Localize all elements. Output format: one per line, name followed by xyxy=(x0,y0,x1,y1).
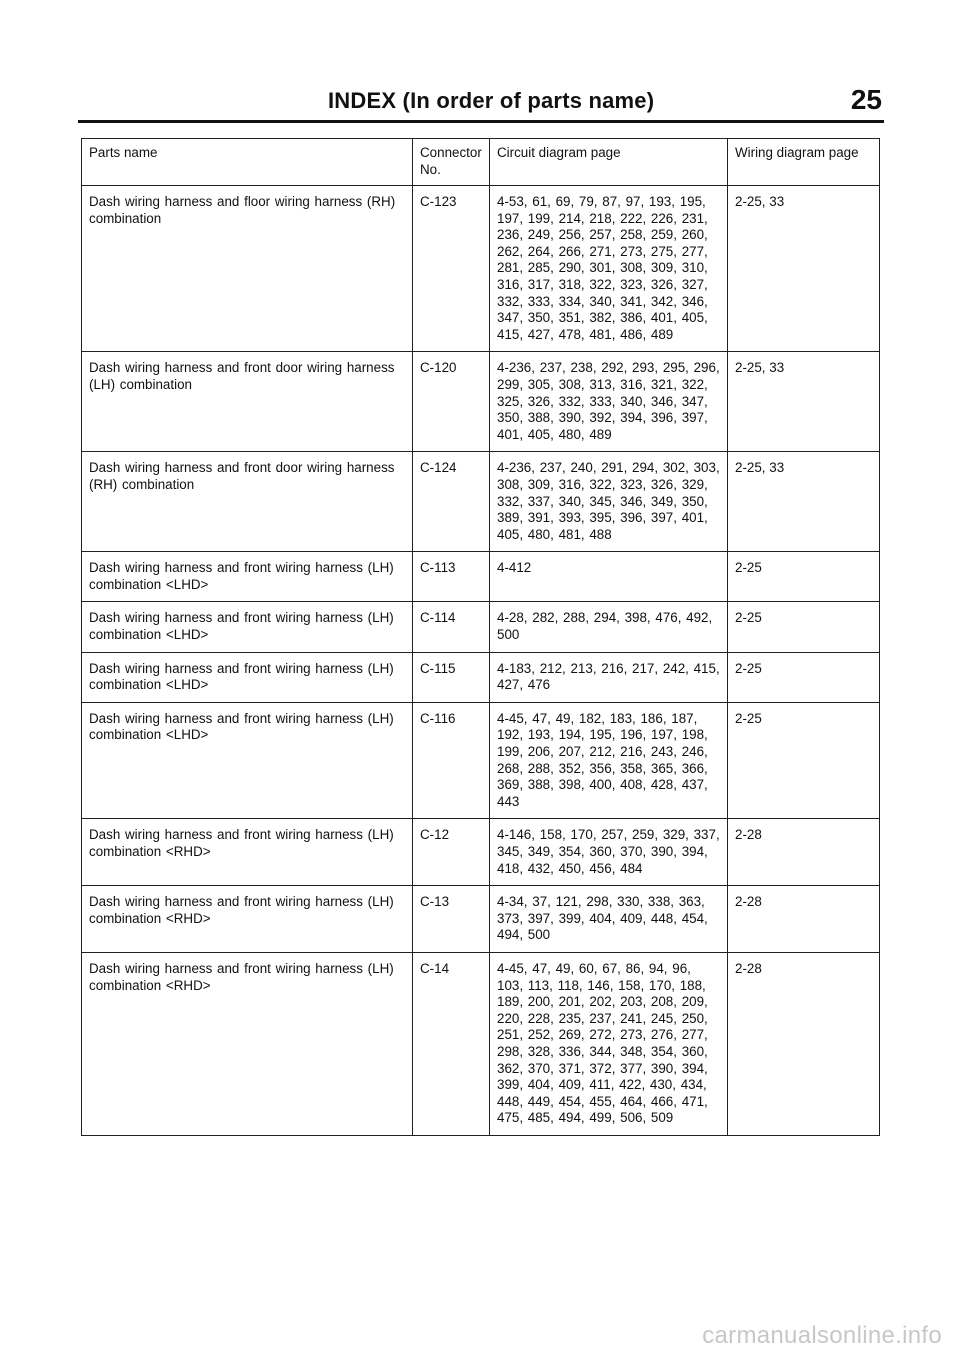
connector-cell: C-115 xyxy=(413,652,490,702)
part-name-cell: Dash wiring harness and front door wiring harness (RH) combination xyxy=(82,452,413,552)
circuit-pages-cell: 4-236, 237, 240, 291, 294, 302, 303, 308, 309, 316, 322, 323, 326, 329, 332, 337, 340, 345, 346, 349, 350, 389, 391, 393, 395, 396, 397, 401, 405, 480, 481, 488 xyxy=(490,452,728,552)
table-row xyxy=(82,952,880,1135)
connector-cell: C-124 xyxy=(413,452,490,552)
header-rule xyxy=(78,120,884,123)
connector-cell: C-116 xyxy=(413,702,490,819)
part-name-cell: Dash wiring harness and front wiring harness (LH) combination <LHD> xyxy=(82,652,413,702)
column-header-parts-name: Parts name xyxy=(82,139,413,186)
circuit-pages-cell: 4-34, 37, 121, 298, 330, 338, 363, 373, 397, 399, 404, 409, 448, 454, 494, 500 xyxy=(490,886,728,953)
connector-cell: C-123 xyxy=(413,186,490,352)
table-row xyxy=(82,602,880,652)
part-name-cell: Dash wiring harness and front wiring harness (LH) combination <RHD> xyxy=(82,952,413,1135)
connector-cell: C-12 xyxy=(413,819,490,886)
circuit-pages-cell: 4-45, 47, 49, 60, 67, 86, 94, 96, 103, 113, 118, 146, 158, 170, 188, 189, 200, 201, 202, 203, 208, 209, 220, 228, 235, 237, 241, 245, 250, 251, 252, 269, 272, 273, 276, 277, 298, 328, 336, 344, 348, 354, 360, 362, 370, 371, 372, 377, 390, 394, 399, 404, 409, 411, 422, 430, 434, 448, 449, 454, 455, 464, 466, 471, 475, 485, 494, 499, 506, 509 xyxy=(490,952,728,1135)
column-header-wiring-diagram-page: Wiring diagram page xyxy=(728,139,880,186)
circuit-pages-cell: 4-53, 61, 69, 79, 87, 97, 193, 195, 197, 199, 214, 218, 222, 226, 231, 236, 249, 256, 257, 258, 259, 260, 262, 264, 266, 271, 273, 275, 277, 281, 285, 290, 301, 308, 309, 310, 316, 317, 318, 322, 323, 326, 327, 332, 333, 334, 340, 341, 342, 346, 347, 350, 351, 382, 386, 401, 405, 415, 427, 478, 481, 486, 489 xyxy=(490,186,728,352)
connector-cell: C-13 xyxy=(413,886,490,953)
table-row xyxy=(82,352,880,452)
wiring-pages-cell: 2-25, 33 xyxy=(728,452,880,552)
wiring-pages-cell: 2-25 xyxy=(728,702,880,819)
connector-cell: C-113 xyxy=(413,552,490,602)
connector-cell: C-14 xyxy=(413,952,490,1135)
wiring-pages-cell: 2-28 xyxy=(728,819,880,886)
table-row xyxy=(82,702,880,819)
table-row xyxy=(82,552,880,602)
part-name-cell: Dash wiring harness and front wiring harness (LH) combination <LHD> xyxy=(82,702,413,819)
table-row xyxy=(82,886,880,953)
wiring-pages-cell: 2-28 xyxy=(728,952,880,1135)
page-title: INDEX (In order of parts name) xyxy=(328,88,655,113)
circuit-pages-cell: 4-412 xyxy=(490,552,728,602)
page-header xyxy=(78,84,884,122)
table-header-row xyxy=(82,139,880,186)
wiring-pages-cell: 2-25, 33 xyxy=(728,186,880,352)
part-name-cell: Dash wiring harness and front wiring harness (LH) combination <RHD> xyxy=(82,886,413,953)
circuit-pages-cell: 4-28, 282, 288, 294, 398, 476, 492, 500 xyxy=(490,602,728,652)
part-name-cell: Dash wiring harness and front door wiring harness (LH) combination xyxy=(82,352,413,452)
circuit-pages-cell: 4-236, 237, 238, 292, 293, 295, 296, 299, 305, 308, 313, 316, 321, 322, 325, 326, 332, 333, 340, 346, 347, 350, 388, 390, 392, 394, 396, 397, 401, 405, 480, 489 xyxy=(490,352,728,452)
part-name-cell: Dash wiring harness and front wiring harness (LH) combination <LHD> xyxy=(82,552,413,602)
part-name-cell: Dash wiring harness and front wiring harness (LH) combination <RHD> xyxy=(82,819,413,886)
page-number: 25 xyxy=(850,84,882,115)
table-row xyxy=(82,452,880,552)
wiring-pages-cell: 2-28 xyxy=(728,886,880,953)
site-watermark: carmanualsonline.info xyxy=(702,1322,942,1349)
circuit-pages-cell: 4-183, 212, 213, 216, 217, 242, 415, 427, 476 xyxy=(490,652,728,702)
table-row xyxy=(82,652,880,702)
column-header-connector-no: Connector No. xyxy=(413,139,490,186)
wiring-pages-cell: 2-25 xyxy=(728,552,880,602)
table-row xyxy=(82,819,880,886)
wiring-pages-cell: 2-25 xyxy=(728,602,880,652)
column-header-circuit-diagram-page: Circuit diagram page xyxy=(490,139,728,186)
connector-cell: C-120 xyxy=(413,352,490,452)
circuit-pages-cell: 4-45, 47, 49, 182, 183, 186, 187, 192, 193, 194, 195, 196, 197, 198, 199, 206, 207, 212, 216, 243, 246, 268, 288, 352, 356, 358, 365, 366, 369, 388, 398, 400, 408, 428, 437, 443 xyxy=(490,702,728,819)
connector-cell: C-114 xyxy=(413,602,490,652)
wiring-pages-cell: 2-25, 33 xyxy=(728,352,880,452)
parts-index-table xyxy=(81,138,880,1136)
wiring-pages-cell: 2-25 xyxy=(728,652,880,702)
part-name-cell: Dash wiring harness and front wiring harness (LH) combination <LHD> xyxy=(82,602,413,652)
part-name-cell: Dash wiring harness and floor wiring harness (RH) combination xyxy=(82,186,413,352)
circuit-pages-cell: 4-146, 158, 170, 257, 259, 329, 337, 345, 349, 354, 360, 370, 390, 394, 418, 432, 450, 456, 484 xyxy=(490,819,728,886)
table-row xyxy=(82,186,880,352)
